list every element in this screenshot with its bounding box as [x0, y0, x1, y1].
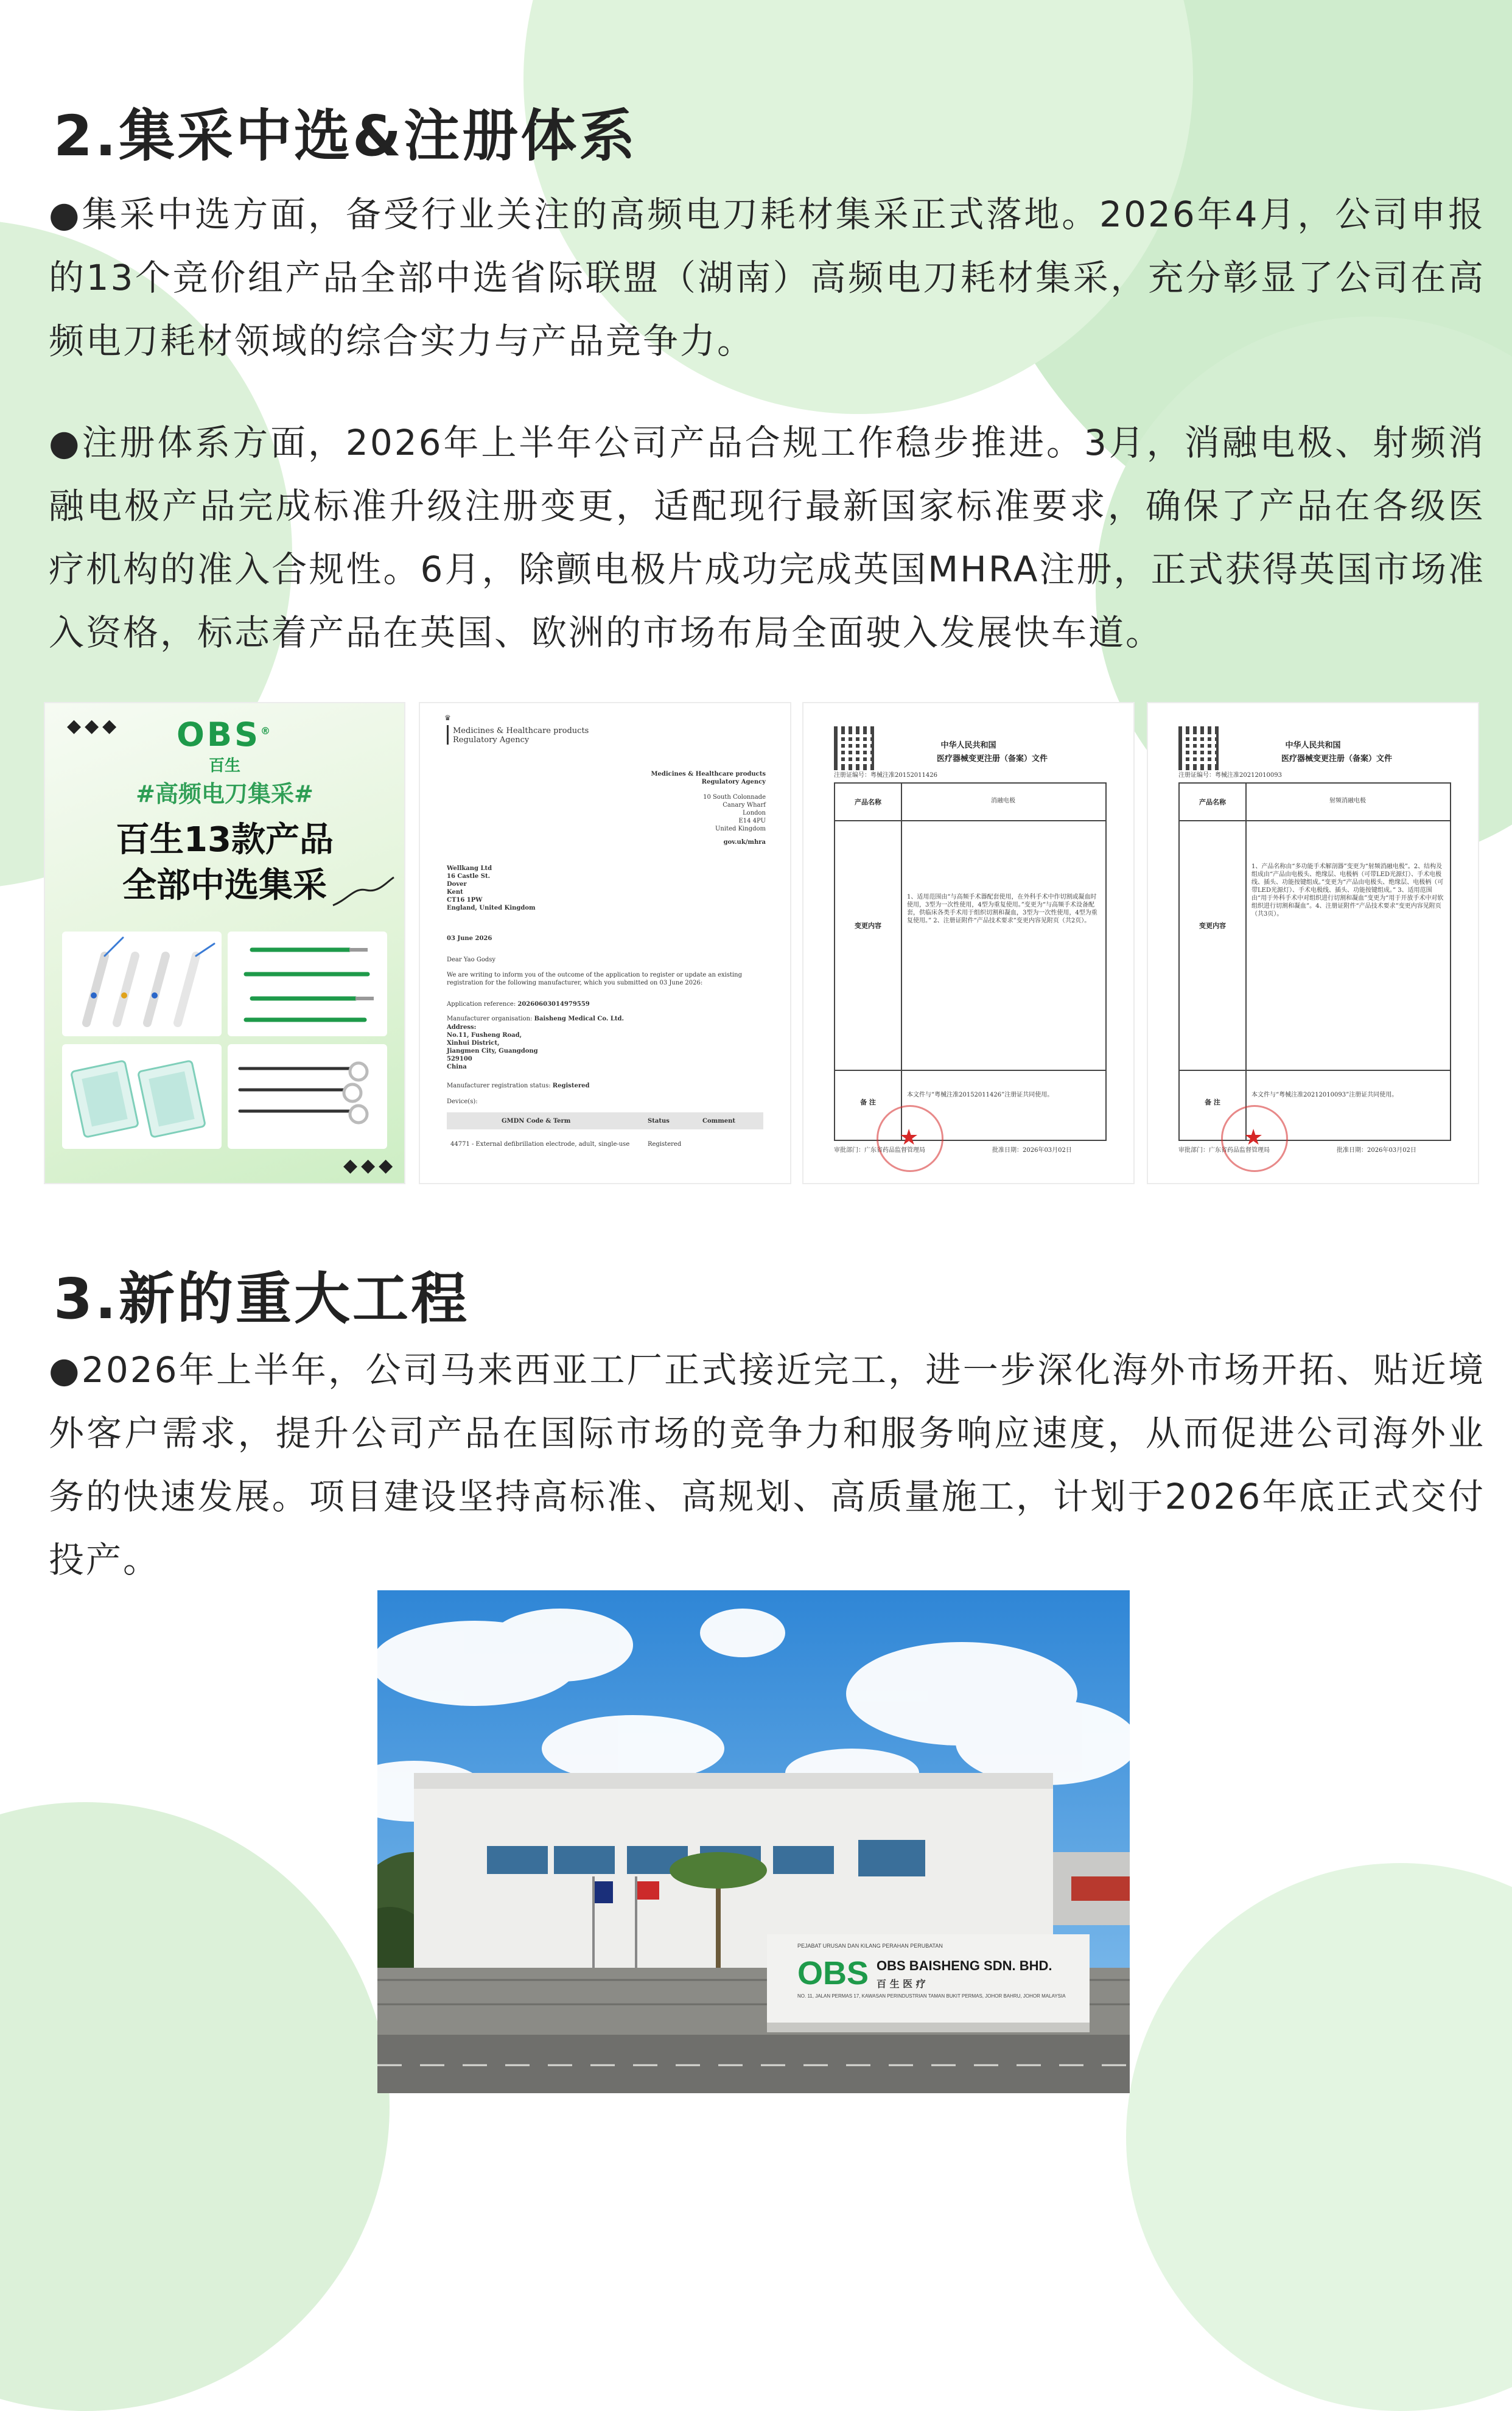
section-2-paragraph-registration: ●注册体系方面，2026年上半年公司产品合规工作稳步推进。3月，消融电极、射频消融电极产品完成标准升级注册变更，适配现行最新国家标准要求，确保了产品在各级医疗机构的准入合规性。6月，除颤电极片成功完成英国MHRA注册，正式获得英国市场准入资格，标志着产品在英国、欧洲的市场布局全面驶入发展快车道。: [49, 422, 1485, 653]
registration-change-certificate-2: [1148, 703, 1478, 1183]
promo-card: [45, 703, 404, 1183]
crest-divider: [447, 725, 449, 745]
address-line: London: [743, 810, 766, 816]
field-value: Baisheng Medical Co. Ltd.: [534, 1016, 624, 1022]
table-header-cell: Comment: [702, 1118, 736, 1125]
cert-country: 中华人民共和国: [940, 741, 996, 750]
mhra-agency-right: [651, 770, 766, 786]
cert-table: [1178, 782, 1451, 1141]
field-label: Application reference:: [447, 1001, 516, 1008]
recipient-line: 16 Castle St.: [447, 873, 491, 880]
recipient-line: Kent: [447, 889, 463, 896]
address-line: 529100: [447, 1056, 472, 1062]
obs-logo-text: OBS: [177, 715, 261, 754]
address-line: No.11, Fusheng Road,: [447, 1032, 522, 1039]
mhra-agency-name: [453, 726, 589, 745]
sign-address: NO. 11, JALAN PERMAS 17, KAWASAN PERINDUSTRIAN TAMAN BUKIT PERMAS, JOHOR BAHRU, JOHOR MALAYSIA: [797, 1993, 1066, 1999]
cell-label-product: 产品名称: [1199, 798, 1226, 806]
sign-company-name: OBS BAISHENG SDN. BHD.: [877, 1958, 1052, 1973]
sign-top-text: PEJABAT URUSAN DAN KILANG PERAHAN PERUBATAN: [797, 1943, 943, 1949]
agency-line: Regulatory Agency: [701, 779, 766, 785]
cell-label-change: 变更内容: [855, 922, 881, 930]
cell-label-change: 变更内容: [1199, 922, 1226, 930]
decorative-curve-icon: [330, 875, 397, 911]
letter-body: We are writing to inform you of the outcome of the application to register or update an existing registration for the following manufacturer, which you submitted on 03 June 2026:: [447, 972, 743, 986]
field-value: Registered: [552, 1083, 590, 1089]
table-row: [447, 1135, 763, 1154]
table-cell: 44771 - External defibrillation electrode, adult, single-use: [450, 1141, 630, 1148]
section-2-title: 2.集采中选&注册体系: [54, 104, 638, 169]
obs-logo-subtitle: 百生: [208, 757, 240, 775]
cert-registration-number: 注册证编号：粤械注准20212010093: [1178, 772, 1282, 779]
recipient-address: [447, 865, 536, 912]
cell-note: 本文件与“粤械注准20212010093”注册证共同使用。: [1251, 1092, 1398, 1098]
sign-obs-logo: OBS: [797, 1955, 869, 1992]
cell-product-name: 射频消融电极: [1329, 798, 1366, 804]
decorative-dots: ◆◆◆: [67, 715, 121, 737]
cert-approval-date: 批准日期：2026年03月02日: [992, 1147, 1072, 1154]
product-image-laparoscopic-instruments: [228, 1044, 387, 1149]
cell-product-name: 消融电极: [991, 798, 1015, 804]
letter-date: 03 June 2026: [447, 935, 492, 942]
section-3-title: 3.新的重大工程: [54, 1266, 469, 1332]
registration-change-certificate-1: [803, 703, 1133, 1183]
official-seal-icon: ★: [877, 1105, 943, 1172]
cert-title: 医疗器械变更注册（备案）文件: [936, 754, 1048, 763]
obs-logo: [45, 715, 404, 754]
agency-line: Regulatory Agency: [453, 735, 530, 745]
field-label: Manufacturer registration status:: [447, 1083, 551, 1089]
address-line: Jiangmen City, Guangdong: [447, 1048, 538, 1055]
device-table-header: [447, 1112, 763, 1129]
factory-photo: [377, 1590, 1130, 2093]
decorative-dots: ◆◆◆: [343, 1155, 397, 1176]
address-line: 10 South Colonnade: [703, 794, 766, 801]
cert-registration-number: 注册证编号：粤械注准20152011426: [834, 772, 937, 779]
registration-status: [447, 1082, 589, 1090]
address-line: United Kingdom: [715, 826, 766, 832]
product-image-electrode-pads: [62, 1044, 222, 1149]
recipient-line: CT16 1PW: [447, 897, 483, 904]
promo-headline-line1: 百生13款产品: [116, 820, 334, 860]
application-reference: [447, 1000, 590, 1008]
table-header-cell: GMDN Code & Term: [502, 1118, 571, 1125]
promo-headline-line2: 全部中选集采: [122, 866, 327, 905]
bg-blob: [0, 1802, 390, 2411]
agency-line: Medicines & Healthcare products: [453, 726, 589, 735]
letter-salutation: Dear Yao Godsy: [447, 956, 496, 963]
cert-approval-date: 批准日期：2026年03月02日: [1337, 1147, 1416, 1154]
section-2-paragraph-procurement: ●集采中选方面，备受行业关注的高频电刀耗材集采正式落地。2026年4月，公司申报的13个竞价组产品全部中选省际联盟（湖南）高频电刀耗材集采，充分彰显了公司在高频电刀耗材领域的综合实力与产品竞争力。: [49, 194, 1485, 362]
address-line: Xinhui District,: [447, 1040, 500, 1047]
agency-line: Medicines & Healthcare products: [651, 771, 766, 777]
address-line: Address:: [447, 1024, 477, 1031]
address-line: China: [447, 1064, 467, 1070]
recipient-line: Wellkang Ltd: [447, 865, 492, 872]
address-line: E14 4PU: [738, 818, 766, 824]
sign-chinese-name: 百 生 医 疗: [877, 1978, 926, 1990]
cell-note: 本文件与“粤械注准20152011426”注册证共同使用。: [907, 1092, 1054, 1098]
cell-label-note: 备 注: [1205, 1098, 1220, 1106]
cert-title: 医疗器械变更注册（备案）文件: [1281, 754, 1392, 763]
registered-mark: ®: [260, 725, 273, 737]
table-cell: Registered: [648, 1141, 682, 1148]
cell-change-content: 1、产品名称由“多功能手术解剖器”变更为“射频消融电极”。2、结构及组成由“产品由电极头、绝缘层、电极柄（可带LED光源灯）、手术电极线、插头、功能按键组成。”变更为“产品由电极头、绝缘层、电极柄（可带LED光源灯）、手术电极线、插头、功能按键组成。” 3、适用范围由“用于外科手术中对组织进行切割和凝血”变更为“用于开放手术中对软组织进行切割和凝血”。4、注册证附件“产品技术要求”变更内容见附页（共3页）。: [1251, 863, 1444, 918]
table-header-cell: Status: [648, 1118, 670, 1125]
promo-hashtag: #高频电刀集采#: [136, 781, 313, 807]
cert-table: [834, 782, 1107, 1141]
field-value: 20260603014979559: [517, 1001, 590, 1008]
cell-label-product: 产品名称: [855, 798, 881, 806]
field-label: Manufacturer organisation:: [447, 1016, 533, 1022]
address-line: Canary Wharf: [723, 802, 766, 809]
mhra-website: gov.uk/mhra: [723, 839, 766, 846]
devices-label: Device(s):: [447, 1098, 478, 1105]
recipient-line: England, United Kingdom: [447, 905, 536, 911]
crest-icon: ♛: [444, 714, 451, 722]
cell-change-content: 1、适用范围由“与高频手术器配套使用，在外科手术中作切割或凝血时使用，3型为一次性使用，4型为重复使用。”变更为“与高频手术设备配套，供临床各类手术用于组织切割和凝血，3型为一次性使用，4型为重复使用。” 2、注册证附件“产品技术要求”变更内容见附页（共2页）。: [907, 894, 1097, 924]
product-image-green-electrode-tips: [228, 932, 387, 1036]
cert-approval-department: 审批部门：广东省药品监督管理局: [1178, 1147, 1270, 1154]
mhra-registration-letter: [420, 703, 790, 1183]
product-image-electrosurgical-pencils: [62, 932, 222, 1036]
cell-label-note: 备 注: [860, 1098, 876, 1106]
recipient-line: Dover: [447, 881, 467, 888]
manufacturer-organisation: [447, 1015, 624, 1023]
bg-blob: [1126, 1863, 1512, 2411]
manufacturer-address: [447, 1023, 538, 1071]
section-3-paragraph: ●2026年上半年，公司马来西亚工厂正式接近完工，进一步深化海外市场开拓、贴近境外客户需求，提升公司产品在国际市场的竞争力和服务响应速度，从而促进公司海外业务的快速发展。项目建设坚持高标准、高规划、高质量施工，计划于2026年底正式交付投产。: [49, 1349, 1485, 1581]
mhra-address: [703, 793, 766, 833]
cert-approval-department: 审批部门：广东省药品监督管理局: [834, 1147, 925, 1154]
official-seal-icon: ★: [1221, 1105, 1288, 1172]
cert-country: 中华人民共和国: [1285, 741, 1341, 750]
